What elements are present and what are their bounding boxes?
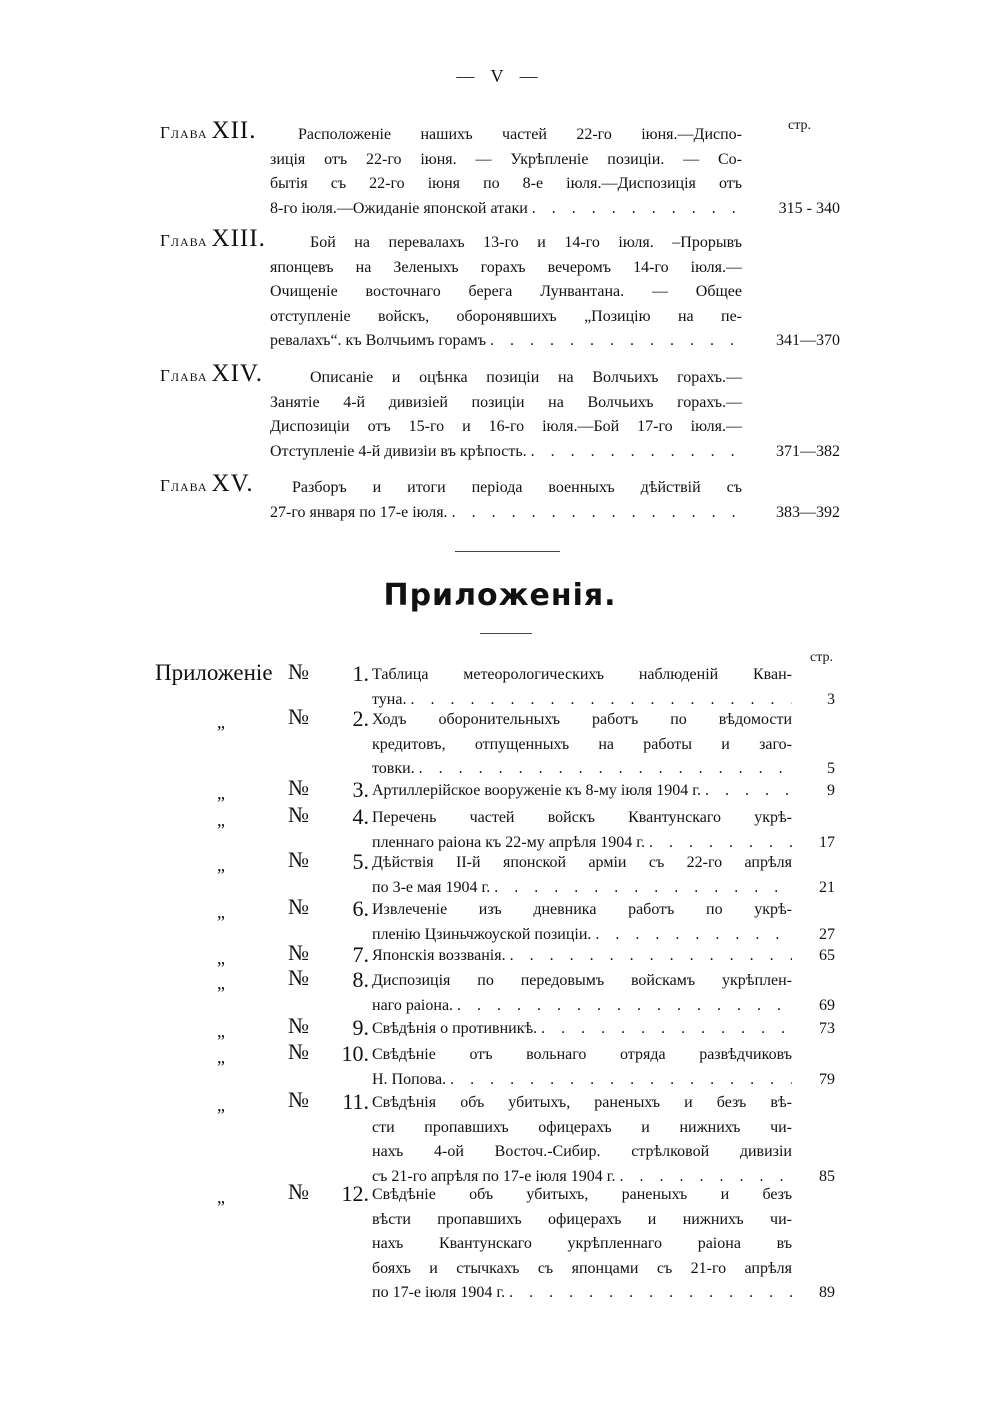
appendix-text bbox=[372, 708, 792, 782]
divider bbox=[455, 551, 560, 552]
chapter-numeral: XV. bbox=[211, 470, 254, 497]
entry-line bbox=[372, 1091, 792, 1116]
chapter-label: Глава bbox=[160, 123, 208, 142]
entry-line bbox=[372, 1183, 792, 1208]
dot-leader bbox=[486, 329, 742, 354]
entry-text: Извлеченіе изъ дневника работъ по укрѣ- bbox=[372, 901, 792, 918]
pages-column-label: стр. bbox=[788, 118, 812, 133]
entry-text: кредитовъ, отпущенныхъ на работы и заго- bbox=[372, 735, 792, 753]
number-sign: № bbox=[288, 802, 309, 827]
ditto-mark: „ bbox=[217, 783, 225, 803]
dot-leader bbox=[448, 501, 742, 526]
number-sign: № bbox=[288, 965, 309, 990]
entry-text: Описаніе и оцѣнка позиціи на Волчьихъ горахъ.— bbox=[310, 369, 742, 386]
appendix-page: 73 bbox=[819, 1020, 835, 1037]
entry-line bbox=[372, 757, 792, 782]
chapter-numeral: XII. bbox=[211, 117, 257, 144]
dot-leader bbox=[415, 757, 792, 782]
number-sign: № bbox=[288, 1087, 309, 1112]
entry-line bbox=[372, 1257, 792, 1282]
appendix-page: 9 bbox=[827, 782, 835, 799]
entry-line bbox=[372, 806, 792, 831]
entry-text: 27-го января по 17-е іюля. bbox=[270, 503, 448, 521]
chapter-pages: 341—370 bbox=[776, 332, 840, 349]
entry-text: Таблица метеорологическихъ наблюденій Кван- bbox=[372, 666, 792, 683]
entry-line bbox=[310, 366, 742, 391]
entry-line bbox=[270, 440, 742, 465]
chapter-heading bbox=[160, 360, 263, 388]
appendix-page: 3 bbox=[827, 690, 835, 708]
entry-line bbox=[372, 1140, 792, 1165]
appendix-text bbox=[372, 1017, 792, 1042]
appendix-page: 79 bbox=[819, 1070, 835, 1088]
pages-column-label: стр. bbox=[810, 650, 834, 665]
entry-line bbox=[372, 876, 792, 901]
entry-line bbox=[270, 391, 742, 416]
entry-text: Свѣдѣніе отъ вольнаго отряда развѣдчиковъ bbox=[372, 1046, 792, 1063]
entry-text: отступленіе войскъ, оборонявшихъ „Позицію на пе- bbox=[270, 307, 742, 325]
entry-text: Отступленіе 4-й дивизіи въ крѣпость. bbox=[270, 442, 527, 460]
appendix-text bbox=[372, 806, 792, 855]
ditto-mark: „ bbox=[217, 973, 225, 993]
entry-line bbox=[372, 733, 792, 758]
entry-line bbox=[270, 329, 742, 354]
entry-text: по 17-е іюля 1904 г. bbox=[372, 1284, 506, 1301]
appendix-text bbox=[372, 1183, 792, 1306]
entry-text: бытія съ 22-го іюня по 8-е іюля.—Диспозиція отъ bbox=[270, 175, 742, 192]
entry-text: Диспозиціи отъ 15-го и 16-го іюля.—Бой 17-го іюля.— bbox=[270, 418, 742, 435]
entry-text: Дѣйствія II-й японской арміи съ 22-го апрѣля bbox=[372, 854, 792, 871]
appendix-page: 17 bbox=[819, 833, 835, 851]
ditto-mark: „ bbox=[217, 1187, 225, 1207]
appendix-number: 5. bbox=[352, 849, 369, 874]
appendices-title: Приложенія. bbox=[383, 578, 617, 613]
entry-line bbox=[372, 1232, 792, 1257]
entry-line bbox=[372, 663, 792, 688]
appendix-text bbox=[372, 944, 792, 969]
ditto-mark: „ bbox=[217, 948, 225, 968]
chapter-text bbox=[270, 476, 742, 525]
entry-line bbox=[292, 476, 742, 501]
entry-text: бояхъ и стычкахъ съ японцами съ 21-го апрѣля bbox=[372, 1259, 792, 1277]
appendix-number: 7. bbox=[352, 942, 369, 967]
appendix-page: 85 bbox=[819, 1167, 835, 1185]
entry-text: туна. bbox=[372, 690, 407, 708]
appendix-number: 9. bbox=[352, 1015, 369, 1040]
entry-text: ревалахъ“. къ Волчьимъ горамъ bbox=[270, 332, 486, 349]
ditto-mark: „ bbox=[217, 902, 225, 922]
entry-text: Японскія воззванія. bbox=[372, 947, 506, 964]
entry-line bbox=[298, 123, 742, 148]
appendix-text bbox=[372, 898, 792, 947]
appendix-page: 69 bbox=[819, 996, 835, 1014]
entry-line bbox=[372, 708, 792, 733]
entry-line bbox=[372, 898, 792, 923]
entry-text: зиція отъ 22-го іюня. — Укрѣпленіе позиціи. — Со- bbox=[270, 150, 742, 168]
appendix-text bbox=[372, 1091, 792, 1189]
entry-line bbox=[270, 197, 742, 222]
appendix-page: 5 bbox=[827, 760, 835, 777]
chapter-heading bbox=[160, 470, 254, 498]
appendix-page: 27 bbox=[819, 925, 835, 943]
entry-line bbox=[372, 1068, 792, 1093]
appendix-page: 21 bbox=[819, 878, 835, 896]
appendix-number: 10. bbox=[341, 1041, 369, 1066]
entry-line bbox=[372, 969, 792, 994]
dot-leader bbox=[701, 779, 792, 804]
chapter-text bbox=[270, 123, 742, 221]
number-sign: № bbox=[288, 1179, 309, 1204]
entry-text: Ходъ оборонительныхъ работъ по вѣдомости bbox=[372, 711, 792, 728]
entry-text: Н. Попова. bbox=[372, 1070, 447, 1088]
number-sign: № bbox=[288, 775, 309, 800]
page-number: — V — bbox=[456, 66, 544, 86]
entry-text: 8-го іюля.—Ожиданіе японской атаки bbox=[270, 199, 528, 217]
chapter-numeral: XIII. bbox=[211, 225, 266, 252]
entry-text: Свѣдѣніе объ убитыхъ, раненыхъ и безъ bbox=[372, 1186, 792, 1203]
dot-leader bbox=[527, 440, 742, 465]
chapter-text bbox=[270, 366, 742, 464]
appendix-number: 4. bbox=[352, 804, 369, 829]
entry-text: Занятіе 4-й дивизіей позиціи на Волчьихъ горахъ.— bbox=[270, 393, 742, 411]
chapter-label: Глава bbox=[160, 476, 208, 495]
chapter-pages: 383—392 bbox=[776, 503, 840, 521]
entry-line bbox=[270, 415, 742, 440]
entry-text: товки. bbox=[372, 760, 415, 777]
entry-text: сти пропавшихъ офицерахъ и нижнихъ чи- bbox=[372, 1118, 792, 1136]
chapter-heading bbox=[160, 117, 257, 145]
entry-text: по 3-е мая 1904 г. bbox=[372, 878, 491, 896]
appendix-page: 65 bbox=[819, 947, 835, 964]
entry-line bbox=[270, 501, 742, 526]
ditto-mark: „ bbox=[217, 810, 225, 830]
appendix-number: 3. bbox=[352, 777, 369, 802]
entry-line bbox=[372, 1017, 792, 1042]
entry-line bbox=[372, 994, 792, 1019]
entry-text: пленнаго раіона къ 22-му апрѣля 1904 г. bbox=[372, 833, 645, 851]
entry-text: Свѣдѣнія объ убитыхъ, раненыхъ и безъ вѣ- bbox=[372, 1094, 792, 1111]
ditto-mark: „ bbox=[217, 1047, 225, 1067]
dot-leader bbox=[453, 994, 792, 1019]
entry-text: Разборъ и итоги періода военныхъ дѣйствій съ bbox=[292, 479, 742, 496]
chapter-label: Глава bbox=[160, 366, 208, 385]
appendix-text bbox=[372, 1043, 792, 1092]
entry-text: Свѣдѣнія о противникѣ. bbox=[372, 1020, 538, 1037]
entry-text: японцевъ на Зеленыхъ горахъ вечеромъ 14-го іюля.— bbox=[270, 258, 742, 276]
appendix-number: 8. bbox=[352, 967, 369, 992]
entry-line bbox=[372, 1208, 792, 1233]
entry-line bbox=[310, 231, 742, 256]
dot-leader bbox=[490, 876, 792, 901]
appendix-text bbox=[372, 851, 792, 900]
entry-text: Очищеніе восточнаго берега Лунвантана. — Общее bbox=[270, 283, 742, 300]
chapter-label: Глава bbox=[160, 231, 208, 250]
dot-leader bbox=[506, 944, 792, 969]
number-sign: № bbox=[288, 847, 309, 872]
ditto-mark: „ bbox=[217, 1095, 225, 1115]
dot-leader bbox=[528, 197, 742, 222]
number-sign: № bbox=[288, 1039, 309, 1064]
entry-line bbox=[372, 779, 792, 804]
appendix-text bbox=[372, 969, 792, 1018]
number-sign: № bbox=[288, 1013, 309, 1038]
chapter-pages: 371—382 bbox=[776, 442, 840, 460]
chapter-heading bbox=[160, 225, 266, 253]
number-sign: № bbox=[288, 940, 309, 965]
appendix-page: 89 bbox=[819, 1284, 835, 1301]
entry-text: наго раіона. bbox=[372, 996, 454, 1014]
entry-line bbox=[372, 851, 792, 876]
entry-line bbox=[270, 305, 742, 330]
ditto-mark: „ bbox=[217, 1021, 225, 1041]
entry-text: пленію Цзиньчжоуской позиціи. bbox=[372, 925, 592, 943]
appendix-text bbox=[372, 663, 792, 712]
entry-line bbox=[270, 148, 742, 173]
entry-text: съ 21-го апрѣля по 17-е іюля 1904 г. bbox=[372, 1167, 616, 1185]
appendix-number: 6. bbox=[352, 896, 369, 921]
appendix-number: 2. bbox=[352, 706, 369, 731]
appendix-number: 11. bbox=[342, 1089, 369, 1114]
divider bbox=[480, 633, 532, 634]
dot-leader bbox=[446, 1068, 792, 1093]
appendix-number: 12. bbox=[341, 1181, 369, 1206]
chapter-pages: 315 - 340 bbox=[778, 199, 840, 217]
number-sign: № bbox=[288, 659, 309, 684]
entry-text: нахъ 4-ой Восточ.-Сибир. стрѣлковой дивизіи bbox=[372, 1143, 792, 1160]
entry-line bbox=[372, 1043, 792, 1068]
ditto-mark: „ bbox=[217, 855, 225, 875]
entry-text: Расположеніе нашихъ частей 22-го іюня.—Диспо- bbox=[298, 126, 742, 143]
entry-line bbox=[372, 1281, 792, 1306]
ditto-mark: „ bbox=[217, 712, 225, 732]
dot-leader bbox=[537, 1017, 792, 1042]
entry-text: вѣсти пропавшихъ офицерахъ и нижнихъ чи- bbox=[372, 1210, 792, 1228]
appendix-number: 1. bbox=[352, 661, 369, 686]
dot-leader bbox=[505, 1281, 792, 1306]
chapter-text bbox=[270, 231, 742, 354]
number-sign: № bbox=[288, 894, 309, 919]
entry-line bbox=[270, 256, 742, 281]
entry-text: Диспозиція по передовымъ войскамъ укрѣплен- bbox=[372, 972, 792, 989]
entry-line bbox=[270, 280, 742, 305]
entry-text: нахъ Квантунскаго укрѣпленнаго раіона въ bbox=[372, 1235, 792, 1252]
appendix-text bbox=[372, 779, 792, 804]
entry-text: Перечень частей войскъ Квантунскаго укрѣ- bbox=[372, 809, 792, 826]
appendix-label: Приложеніе bbox=[155, 660, 273, 685]
entry-line bbox=[270, 172, 742, 197]
entry-line bbox=[372, 944, 792, 969]
entry-text: Артиллерійское вооруженіе къ 8-му іюля 1904 г. bbox=[372, 782, 702, 799]
number-sign: № bbox=[288, 704, 309, 729]
entry-line bbox=[372, 1116, 792, 1141]
entry-text: Бой на перевалахъ 13-го и 14-го іюля. –Прорывъ bbox=[310, 234, 742, 251]
chapter-numeral: XIV. bbox=[211, 360, 264, 387]
